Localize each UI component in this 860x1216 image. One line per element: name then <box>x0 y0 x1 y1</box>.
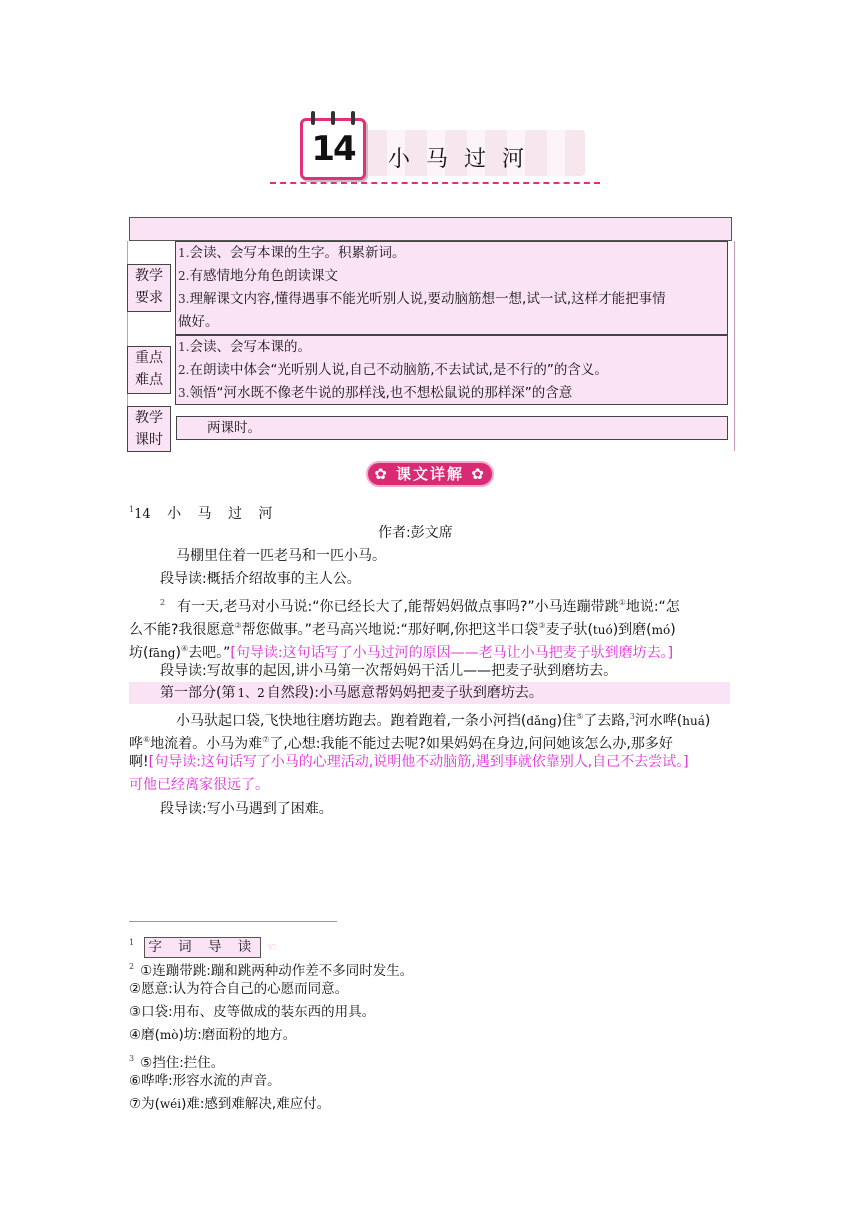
row-label-line: 教学 <box>135 410 163 426</box>
footnote-8: ⑦为(wéi)难:感到难解决,难应付。 <box>129 1096 331 1112</box>
row-label-requirements <box>127 264 171 312</box>
list-item: 1.会读、会写本课的生字。积累新词。 <box>178 245 406 261</box>
list-item: 做好。 <box>178 314 219 330</box>
row-label-keypoints <box>127 346 171 394</box>
lesson-banner <box>270 112 600 192</box>
paragraph-guide-3: 段导读:写小马遇到了困难。 <box>160 801 333 817</box>
footnote-6: $^3$ ⑤挡住:拦住。 <box>129 1054 225 1071</box>
author-line: 作者:彭文席 <box>378 525 453 541</box>
row-label-line: 重点 <box>135 350 163 366</box>
row-label-line: 课时 <box>135 432 163 448</box>
row-content-requirements <box>175 241 728 335</box>
paragraph-2-line-3: 坊(fāng)④去吧。”[句导读:这句话写了小马过河的原因——老马让小马把麦子驮到磨坊去。] <box>129 644 674 661</box>
lesson-title: 小马过河 <box>388 147 541 172</box>
list-item: 1.会读、会写本课的。 <box>178 339 311 355</box>
row-content-keypoints <box>175 335 728 405</box>
paragraph-3-line-3: 啊![句导读:这句话写了小马的心理活动,说明他不动脑筋,遇到事就依靠别人,自己不去尝试。] <box>129 754 689 770</box>
pointing-hand-icon: ☜ <box>265 940 277 954</box>
footnote-3: ②愿意:认为符合自己的心愿而同意。 <box>129 981 349 997</box>
list-item: 3.领悟“河水既不像老牛说的那样浅,也不想松鼠说的那样深”的含意 <box>178 385 573 401</box>
article-heading: $^1$14 小 马 过 河 <box>129 505 279 522</box>
paragraph-guide-2: 段导读:写故事的起因,讲小马第一次帮妈妈干活儿——把麦子驮到磨坊去。 <box>160 663 618 679</box>
footnote-4: ③口袋:用布、皮等做成的装东西的用具。 <box>129 1004 376 1020</box>
vocab-guide-label: 字 词 导 读 <box>144 937 261 958</box>
paragraph-2-line-2: 么不能?我很愿意②帮您做事。”老马高兴地说:“那好啊,你把这半口袋③麦子驮(tuó)到磨(mó) <box>129 621 676 638</box>
paragraph-3-line-1: 小马驮起口袋,飞快地往磨坊跑去。跑着跑着,一条小河挡(dǎng)住⑤了去路,$^3$河水哗(huá) <box>176 712 711 729</box>
row-label-line: 难点 <box>135 372 163 388</box>
list-item: 两课时。 <box>207 420 261 436</box>
footnote-2: $^2$ ①连蹦带跳:蹦和跳两种动作差不多同时发生。 <box>129 962 414 979</box>
row-label-line: 教学 <box>135 268 163 284</box>
banner-divider <box>270 182 600 184</box>
list-item: 2.有感情地分角色朗读课文 <box>178 268 338 284</box>
paragraph-2-line-1: $^2$ 有一天,老马对小马说:“你已经长大了,能帮妈妈做点事吗?”小马连蹦带跳①地说:“怎 <box>160 598 680 615</box>
paragraph-3-line-4: 可他已经离家很远了。 <box>129 777 269 793</box>
row-label-line: 要求 <box>135 290 163 306</box>
lesson-number: 14 <box>311 129 355 169</box>
row-label-periods <box>127 406 171 452</box>
section-badge: ✿ 课文详解 ✿ <box>366 461 494 487</box>
paragraph-guide-1: 段导读:概括介绍故事的主人公。 <box>160 571 361 587</box>
footnote-1: $^1$ 字 词 导 读 ☜ <box>129 931 276 959</box>
footnote-7: ⑥哗哗:形容水流的声音。 <box>129 1073 281 1089</box>
list-item: 2.在朗读中体会“光听别人说,自己不动脑筋,不去试试,是不行的”的含义。 <box>178 362 608 378</box>
paragraph-3-line-2: 哗⑥地流着。小马为难⑦了,心想:我能不能过去呢?如果妈妈在身边,问问她该怎么办,那多好 <box>129 735 673 752</box>
calendar-icon <box>300 118 366 180</box>
row-content-periods <box>176 416 728 440</box>
part-summary: 第一部分(第 1、2 自然段):小马愿意帮妈妈把麦子驮到磨坊去。 <box>160 685 543 701</box>
table-header-bar <box>129 217 732 241</box>
footnote-5: ④磨(mò)坊:磨面粉的地方。 <box>129 1027 297 1043</box>
paragraph-1: 马棚里住着一匹老马和一匹小马。 <box>176 548 386 564</box>
list-item: 3.理解课文内容,懂得遇事不能光听别人说,要动脑筋想一想,试一试,这样才能把事情 <box>178 291 666 307</box>
footnote-divider <box>129 921 337 922</box>
